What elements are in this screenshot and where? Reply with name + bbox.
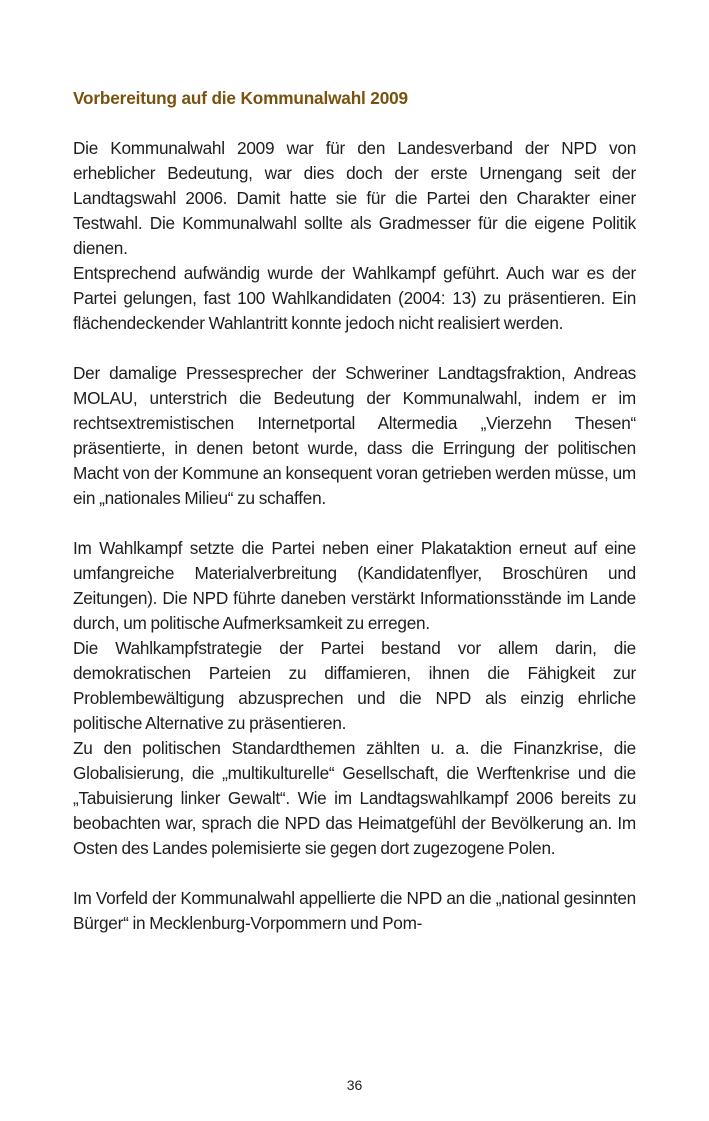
paragraph-importance: Die Kommunalwahl 2009 war für den Landesverband der NPD von erheblicher Bedeutung, war dies doch der erste Urnengang seit der Landtagswahl 2006. Damit hatte sie für die Partei den Charakter einer Testwahl. Die Kommunalwahl sollte als Gradmesser für die eigene Politik dienen. <box>73 138 636 258</box>
paragraph-campaign-strategy: Die Wahlkampfstrategie der Partei bestand vor allem darin, die demokratischen Parteien zu diffamieren, ihnen die Fähigkeit zur Problembewältigung abzusprechen und die NPD als einzig ehrliche politische Alternative zu präsentieren. <box>73 638 636 733</box>
page-content <box>73 86 636 936</box>
paragraph-material-distribution: Im Wahlkampf setzte die Partei neben einer Plakataktion erneut auf eine umfangreiche Materialverbreitung (Kandidatenflyer, Broschüren und Zeitungen). Die NPD führte daneben verstärkt Informationsstände im Lande durch, um politische Aufmerksamkeit zu erregen. <box>73 538 636 633</box>
paragraph-appeal: Im Vorfeld der Kommunalwahl appellierte die NPD an die „national gesinnten Bürger“ in Mecklenburg-Vorpommern und Pom- <box>73 888 636 933</box>
section-heading: Vorbereitung auf die Kommunalwahl 2009 <box>73 88 408 108</box>
paragraph-molau-theses: Der damalige Pressesprecher der Schweriner Landtagsfraktion, Andreas MOLAU, unterstrich die Bedeutung der Kommunalwahl, indem er im rechtsextremistischen Internetportal Altermedia „Vierzehn Thesen“ präsentierte, in denen betont wurde, dass die Erringung der politischen Macht von der Kommune an konsequent voran getrieben werden müsse, um ein „nationales Milieu“ zu schaffen. <box>73 363 636 508</box>
paragraph-standard-topics: Zu den politischen Standardthemen zählten u. a. die Finanzkrise, die Globalisierung, die „multikulturelle“ Gesellschaft, die Werftenkrise und die „Tabuisierung linker Gewalt“. Wie im Landtagswahlkampf 2006 bereits zu beobachten war, sprach die NPD das Heimatgefühl der Bevölkerung an. Im Osten des Landes polemisierte sie gegen dort zugezogene Polen. <box>73 738 636 858</box>
page-number: 36 <box>346 1077 363 1093</box>
paragraph-campaign-effort: Entsprechend aufwändig wurde der Wahlkampf geführt. Auch war es der Partei gelungen, fast 100 Wahlkandidaten (2004: 13) zu präsentieren. Ein flächendeckender Wahlantritt konnte jedoch nicht realisiert werden. <box>73 263 636 333</box>
